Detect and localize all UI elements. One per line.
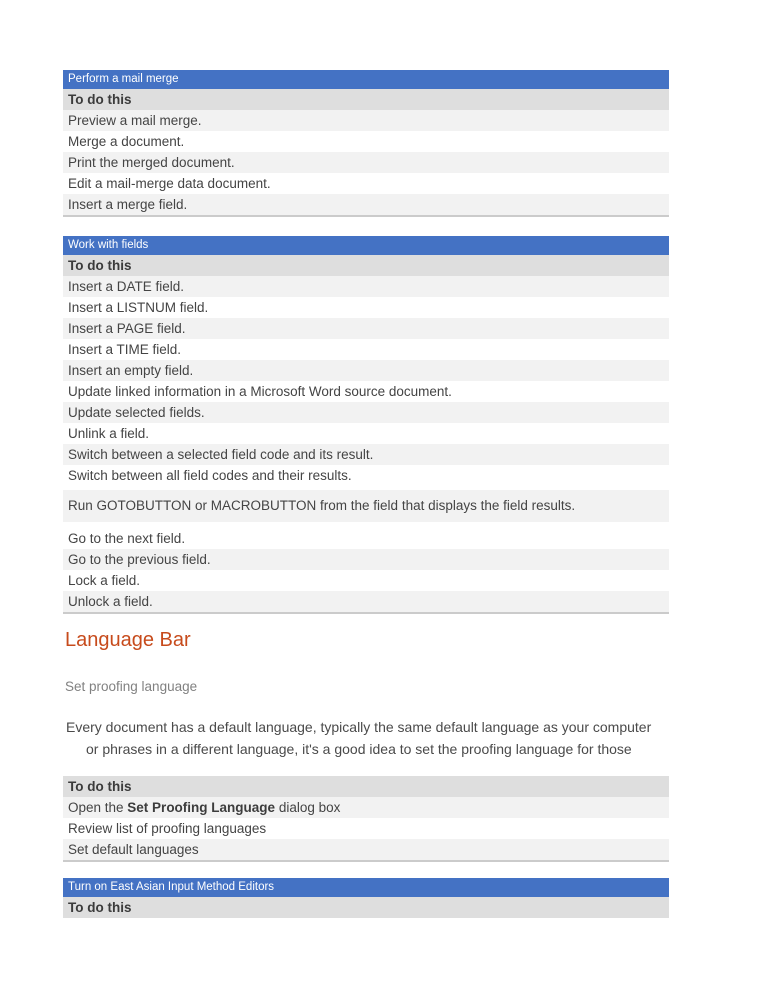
column-header-row: To do this [63,776,669,797]
section-subheading: Set proofing language [65,679,198,694]
row-text-suffix: dialog box [275,800,341,815]
table-row: Insert a LISTNUM field. [63,297,669,318]
table-row: Insert an empty field. [63,360,669,381]
table-row: Insert a TIME field. [63,339,669,360]
table-row: Go to the next field. [63,528,669,549]
table-row: Update linked information in a Microsoft Word source document. [63,381,669,402]
table-row: Unlock a field. [63,591,669,614]
table-row: Switch between a selected field code and its result. [63,444,669,465]
table-row: Insert a DATE field. [63,276,669,297]
table-row: Preview a mail merge. [63,110,669,131]
table-row: Run GOTOBUTTON or MACROBUTTON from the field that displays the field results. [63,490,669,522]
table-row: Go to the previous field. [63,549,669,570]
table-row: Edit a mail-merge data document. [63,173,669,194]
section-heading: Language Bar [65,629,191,651]
column-header-row: To do this [63,89,669,110]
table-east-asian-ime [63,878,669,918]
paragraph-line: Every document has a default language, typically the same default language as your computer [66,719,652,735]
table-row: Insert a PAGE field. [63,318,669,339]
table-row: Unlink a field. [63,423,669,444]
table-title-bar: Turn on East Asian Input Method Editors [63,878,669,897]
row-text-bold: Set Proofing Language [127,800,276,815]
row-text-prefix: Open the [68,800,128,815]
table-row: Review list of proofing languages [63,818,669,839]
table-row: Insert a merge field. [63,194,669,217]
table-title-bar: Perform a mail merge [63,70,669,89]
paragraph-line: or phrases in a different language, it's a good idea to set the proofing language for those [86,741,632,757]
table-row [63,797,669,818]
table-proofing-language [63,776,669,862]
table-row: Lock a field. [63,570,669,591]
column-header-row: To do this [63,255,669,276]
table-row: Set default languages [63,839,669,862]
column-header-row: To do this [63,897,669,918]
table-row: Switch between all field codes and their results. [63,465,669,486]
table-title-bar: Work with fields [63,236,669,255]
table-row: Print the merged document. [63,152,669,173]
table-mail-merge [63,70,669,217]
table-row: Update selected fields. [63,402,669,423]
table-work-with-fields [63,236,669,614]
table-row: Merge a document. [63,131,669,152]
